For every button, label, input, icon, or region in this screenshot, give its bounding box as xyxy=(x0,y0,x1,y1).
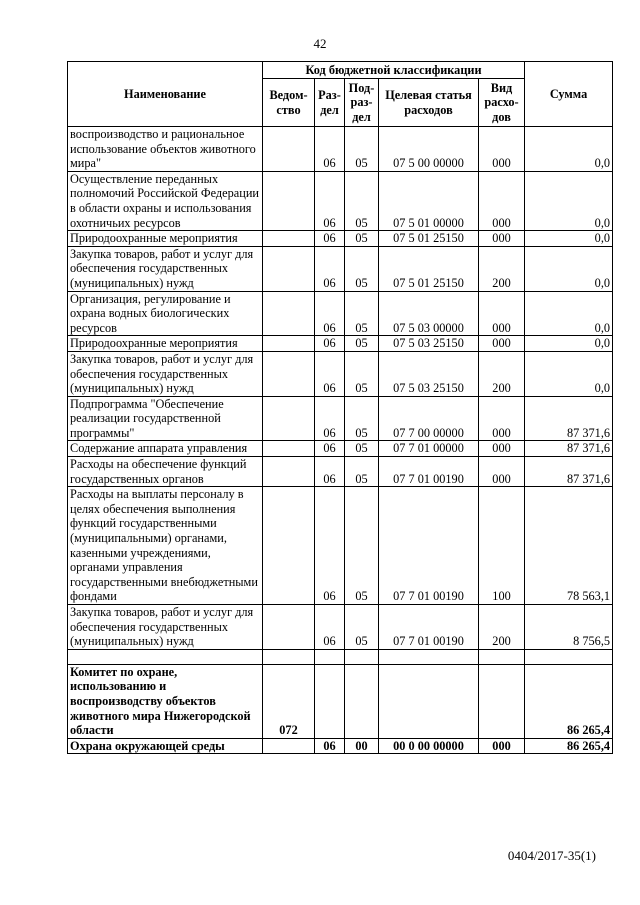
row-ved xyxy=(263,127,315,172)
row-podrazdel: 05 xyxy=(345,441,379,457)
row-razdel: 06 xyxy=(315,127,345,172)
row-name: Охрана окружающей среды xyxy=(68,738,263,754)
table-row xyxy=(68,487,613,605)
row-name: Закупка товаров, работ и услуг для обеспечения государственных (муниципальных) нужд xyxy=(68,246,263,291)
document-code: 0404/2017-35(1) xyxy=(507,848,596,863)
row-podrazdel: 05 xyxy=(345,351,379,396)
row-podrazdel: 00 xyxy=(345,738,379,754)
header-razdel: Раз-дел xyxy=(315,79,345,127)
row-target: 07 5 03 25150 xyxy=(379,351,479,396)
page-number: 42 xyxy=(313,36,327,51)
header-vid: Вид расхо-дов xyxy=(479,79,525,127)
row-target: 07 5 03 00000 xyxy=(379,291,479,336)
row-razdel: 06 xyxy=(315,231,345,247)
row-name: Закупка товаров, работ и услуг для обеспечения государственных (муниципальных) нужд xyxy=(68,605,263,650)
row-name: Осуществление переданных полномочий Российской Федерации в области охраны и использования охотничьих ресурсов xyxy=(68,171,263,230)
row-podrazdel: 05 xyxy=(345,171,379,230)
table-row xyxy=(68,351,613,396)
row-razdel: 06 xyxy=(315,738,345,754)
row-ved xyxy=(263,738,315,754)
row-sum: 0,0 xyxy=(525,246,613,291)
row-name: Комитет по охране, использованию и воспроизводству объектов животного мира Нижегородской области xyxy=(68,664,263,738)
row-vid xyxy=(479,664,525,738)
row-target: 07 5 01 00000 xyxy=(379,171,479,230)
row-ved xyxy=(263,396,315,441)
row-razdel xyxy=(315,664,345,738)
row-sum: 0,0 xyxy=(525,291,613,336)
row-sum: 87 371,6 xyxy=(525,457,613,487)
row-sum: 86 265,4 xyxy=(525,738,613,754)
row-ved xyxy=(263,487,315,605)
row-target: 07 5 03 25150 xyxy=(379,336,479,352)
row-podrazdel: 05 xyxy=(345,231,379,247)
row-name: Подпрограмма "Обеспечение реализации государственной программы" xyxy=(68,396,263,441)
table-row xyxy=(68,127,613,172)
row-ved xyxy=(263,231,315,247)
row-name: Организация, регулирование и охрана водных биологических ресурсов xyxy=(68,291,263,336)
row-vid: 100 xyxy=(479,487,525,605)
row-vid: 000 xyxy=(479,171,525,230)
row-target: 07 5 01 25150 xyxy=(379,231,479,247)
row-ved xyxy=(263,336,315,352)
row-razdel: 06 xyxy=(315,457,345,487)
row-target: 07 7 01 00000 xyxy=(379,441,479,457)
row-target: 07 7 01 00190 xyxy=(379,457,479,487)
row-razdel: 06 xyxy=(315,351,345,396)
row-razdel: 06 xyxy=(315,246,345,291)
row-razdel: 06 xyxy=(315,396,345,441)
budget-table-body xyxy=(68,127,613,754)
row-podrazdel: 05 xyxy=(345,396,379,441)
table-row xyxy=(68,396,613,441)
row-ved xyxy=(263,246,315,291)
row-vid: 000 xyxy=(479,441,525,457)
row-ved xyxy=(263,171,315,230)
row-vid: 200 xyxy=(479,351,525,396)
row-vid xyxy=(479,649,525,664)
header-name: Наименование xyxy=(68,62,263,127)
row-razdel xyxy=(315,649,345,664)
header-podrazdel: Под-раз-дел xyxy=(345,79,379,127)
row-ved xyxy=(263,457,315,487)
row-name: Содержание аппарата управления xyxy=(68,441,263,457)
row-name: Закупка товаров, работ и услуг для обеспечения государственных (муниципальных) нужд xyxy=(68,351,263,396)
row-sum: 87 371,6 xyxy=(525,441,613,457)
row-ved xyxy=(263,441,315,457)
row-podrazdel: 05 xyxy=(345,605,379,650)
row-ved xyxy=(263,605,315,650)
header-target: Целевая статья расходов xyxy=(379,79,479,127)
row-vid: 000 xyxy=(479,231,525,247)
row-name: Природоохранные мероприятия xyxy=(68,336,263,352)
row-podrazdel xyxy=(345,664,379,738)
table-row xyxy=(68,246,613,291)
row-razdel: 06 xyxy=(315,605,345,650)
row-podrazdel: 05 xyxy=(345,127,379,172)
row-podrazdel: 05 xyxy=(345,291,379,336)
row-name: воспроизводство и рациональное использование объектов животного мира" xyxy=(68,127,263,172)
row-vid: 200 xyxy=(479,246,525,291)
row-vid: 000 xyxy=(479,291,525,336)
row-target: 07 5 00 00000 xyxy=(379,127,479,172)
row-sum: 0,0 xyxy=(525,336,613,352)
row-sum: 87 371,6 xyxy=(525,396,613,441)
table-row xyxy=(68,649,613,664)
table-row xyxy=(68,738,613,754)
row-podrazdel xyxy=(345,649,379,664)
row-ved xyxy=(263,649,315,664)
row-podrazdel: 05 xyxy=(345,246,379,291)
row-podrazdel: 05 xyxy=(345,487,379,605)
table-row xyxy=(68,605,613,650)
header-sum: Сумма xyxy=(525,62,613,127)
row-sum: 78 563,1 xyxy=(525,487,613,605)
table-row xyxy=(68,171,613,230)
row-podrazdel: 05 xyxy=(345,336,379,352)
row-razdel: 06 xyxy=(315,487,345,605)
header-code-group: Код бюджетной классификации xyxy=(263,62,525,79)
row-target: 07 7 01 00190 xyxy=(379,605,479,650)
row-vid: 000 xyxy=(479,457,525,487)
row-ved xyxy=(263,351,315,396)
row-name: Природоохранные мероприятия xyxy=(68,231,263,247)
row-name: Расходы на выплаты персоналу в целях обеспечения выполнения функций государственными (муниципальными) органами, казенными учреждениями, органами управления государственными внебюджетными фондами xyxy=(68,487,263,605)
row-vid: 000 xyxy=(479,396,525,441)
row-vid: 200 xyxy=(479,605,525,650)
row-razdel: 06 xyxy=(315,441,345,457)
row-podrazdel: 05 xyxy=(345,457,379,487)
row-sum: 8 756,5 xyxy=(525,605,613,650)
row-razdel: 06 xyxy=(315,171,345,230)
row-ved xyxy=(263,291,315,336)
row-vid: 000 xyxy=(479,127,525,172)
row-razdel: 06 xyxy=(315,291,345,336)
table-row xyxy=(68,291,613,336)
row-ved: 072 xyxy=(263,664,315,738)
table-row xyxy=(68,441,613,457)
budget-table xyxy=(67,61,613,754)
row-vid: 000 xyxy=(479,336,525,352)
row-target xyxy=(379,664,479,738)
row-target xyxy=(379,649,479,664)
row-sum: 0,0 xyxy=(525,351,613,396)
row-target: 07 7 01 00190 xyxy=(379,487,479,605)
row-sum: 86 265,4 xyxy=(525,664,613,738)
table-row xyxy=(68,336,613,352)
row-sum: 0,0 xyxy=(525,231,613,247)
row-target: 07 5 01 25150 xyxy=(379,246,479,291)
row-target: 00 0 00 00000 xyxy=(379,738,479,754)
header-ved: Ведом-ство xyxy=(263,79,315,127)
row-target: 07 7 00 00000 xyxy=(379,396,479,441)
table-row xyxy=(68,664,613,738)
table-row xyxy=(68,231,613,247)
row-sum: 0,0 xyxy=(525,171,613,230)
row-sum xyxy=(525,649,613,664)
row-razdel: 06 xyxy=(315,336,345,352)
row-vid: 000 xyxy=(479,738,525,754)
row-name: Расходы на обеспечение функций государственных органов xyxy=(68,457,263,487)
row-name xyxy=(68,649,263,664)
row-sum: 0,0 xyxy=(525,127,613,172)
table-row xyxy=(68,457,613,487)
